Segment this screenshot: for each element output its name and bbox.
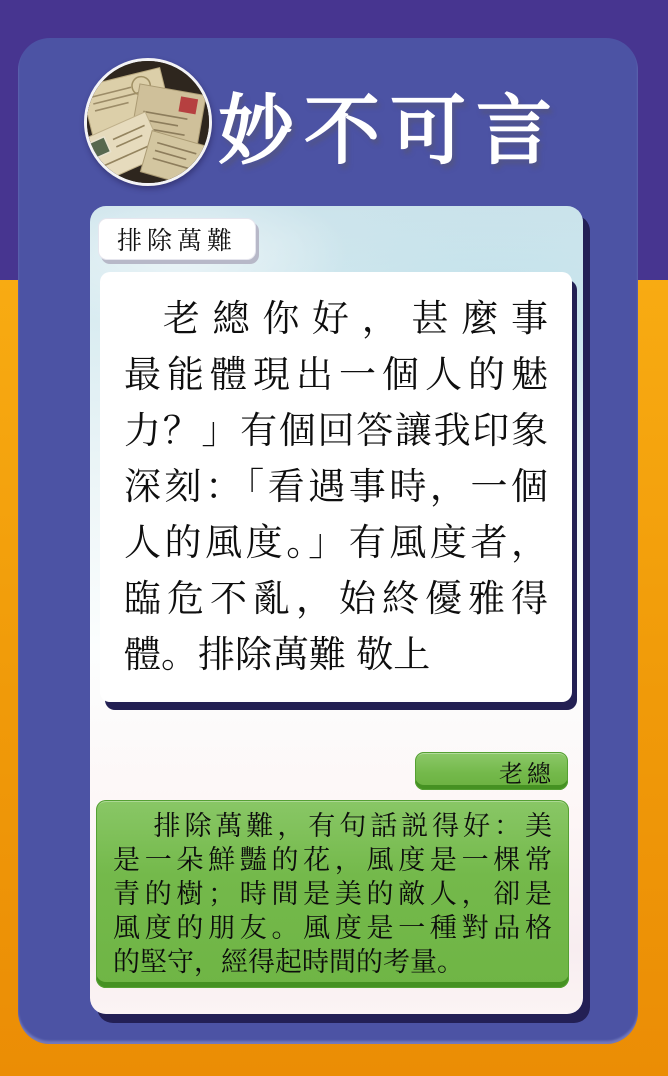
message-line: 老總你好，甚麼事 bbox=[162, 298, 548, 339]
column-avatar[interactable] bbox=[84, 58, 212, 186]
page-title: 妙不可言 bbox=[218, 89, 562, 174]
message-bubble bbox=[100, 272, 572, 702]
letters-photo-icon bbox=[87, 61, 209, 183]
reply-bubble bbox=[96, 800, 569, 988]
reply-line: 風度的朋友。風度是一種對品格 bbox=[113, 913, 552, 943]
message-line: 力？」有個回答讓我印象 bbox=[124, 410, 548, 451]
reply-line: 排除萬難，有句話説得好：美 bbox=[153, 811, 552, 841]
reply-line: 的堅守，經得起時間的考量。 bbox=[113, 947, 464, 977]
message-line: 臨危不亂，始終優雅得 bbox=[124, 578, 548, 619]
reply-name-badge: 老總 bbox=[415, 752, 568, 790]
chat-panel bbox=[90, 206, 583, 1014]
reply-line: 青的樹；時間是美的敵人，卻是 bbox=[113, 879, 552, 909]
sender-name-tag: 排除萬難 bbox=[98, 218, 256, 260]
message-line: 體。排除萬難 敬上 bbox=[124, 634, 431, 675]
message-line: 人的風度。」有風度者， bbox=[124, 522, 548, 563]
reply-line: 是一朵鮮豔的花，風度是一棵常 bbox=[113, 845, 552, 875]
message-line: 深刻：「看遇事時，一個 bbox=[124, 466, 548, 507]
main-panel bbox=[18, 38, 638, 1044]
message-line: 最能體現出一個人的魅 bbox=[124, 354, 548, 395]
